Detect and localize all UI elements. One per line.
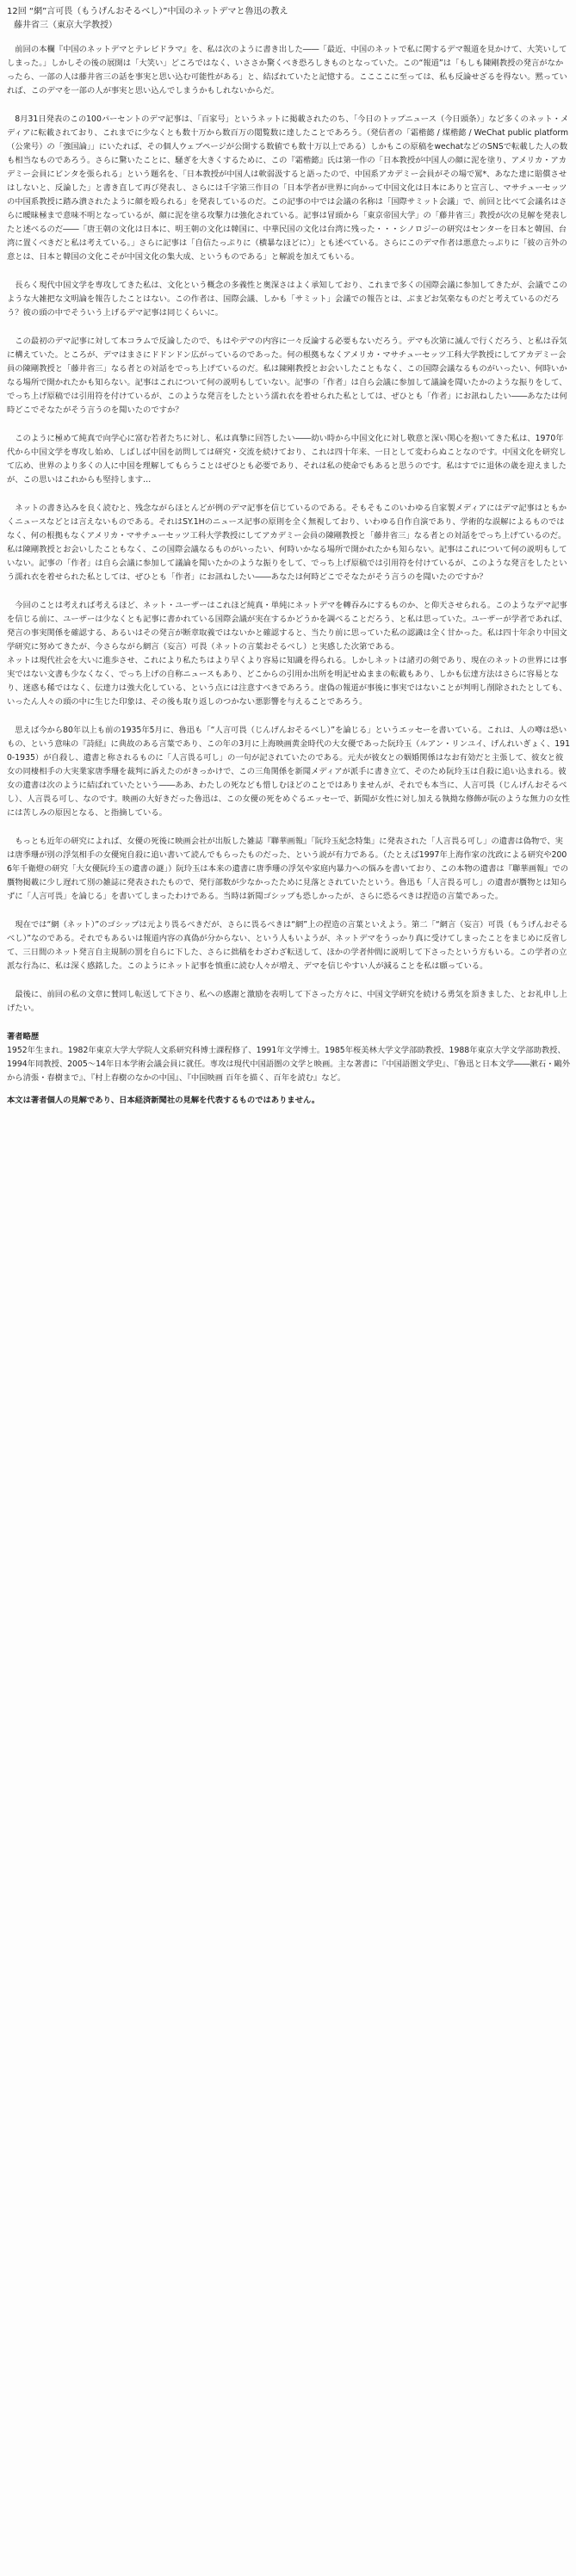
- article-header: [7, 5, 571, 33]
- article-title: “網”言可畏（もうげんおそるべし）”中国のネットデマと魯迅の教え: [28, 7, 288, 16]
- paragraph-5: このように極めて純真で向学心に富む若者たちに対し、私は真摯に回答したい――幼い時から中国文化に対し敬意と深い関心を抱いてきた私は、1970年代から中国文学を専攻し始め、しばしば中国を訪問しては研究・交流を続けており、これは四十年来、一日として変わらぬことなのです。中国文化を研究して広め、世界のより多くの人に中国を理解してもらうことはぜひとも必要であり、それは私の使命でもあると思うのです。私はすでに退休の歳を迎えましたが、この思いはこれからも堅持します…: [7, 434, 567, 485]
- paragraph-7: 今回のことは考えれば考えるほど、ネット・ユーザーはこれほど純真・単純にネットデマを轉吞みにするものか、と仰天させられる。このようなデマ記事を信じる前に、ユーザーは少なくとも記事に書かれている国際会議が実在するかどうかを調べることだろう、と私は思っていた。ユーザーが学者であれば、発言の事実関係を確認する、あるいはその発言が断章取義ではないかと確認すると、当たり前に思っていた私の認識は全く甘かった。私は四十年余り中国文学研究に努めてきたが、今さらながら網言（妄言）可畏（ネットの言葉おそるべし）と実感した次第である。 ネットは現代社会を大いに進歩させ、これにより私たちはより早くより容易に知識を得られる。しかしネットは諸刃の剣であり、現在のネットの世界には事実ではない文書も少なくなく、でっち上げの自称ニュースもあり、どこからの引用か出所を明記せぬままの転載もあり、しかも伝達方法はさらに容易となり、迷惑も稀ではなく、伝達力は強大化している、という点には注意すべきであろう。虚偽の報道が事後に事実ではないことが判明し削除されたとしても、いったん人々の頭の中に生じた印象は、その後も取り返しのつかない悪影響を与えることであろう。: [7, 601, 567, 707]
- paragraph-11: 最後に、前回の私の文章に賛同し転送して下さり、私への感謝と激励を表明して下さった方々に、中国文学研究を続ける勇気を頂きました、とお礼申し上げたい。: [7, 990, 567, 1013]
- disclaimer: 本文は著者個人の見解であり、日本経済新聞社の見解を代表するものではありません。: [7, 1096, 320, 1105]
- article-page: [0, 0, 576, 1108]
- paragraph-1: 前回の本欄『中国のネットデマとテレビドラマ』を、私は次のように書き出した――「最近、中国のネットで私に関するデマ報道を見かけて、大笑いしてしまった。」しかしその後の展開は「大笑い」どころではなく、いささか驚くべき恐ろしきものとなっていた。この“報道”は「もしも陳剛教授の発言がなかったら、一部の人は藤井省三の話を事実と思い込む可能性がある」と、結ばれていたと記憶する。ここここに至っては、私も反論せざるを得ない。黙っていれば、このデマを一部の人が事実と思い込んでしまうかもしれないからだ。: [7, 45, 567, 96]
- paragraph-6: ネットの書き込みを良く読むと、残念ながらほとんどが例のデマ記事を信じているのである。そもそもこのいわゆる自家製メディアにはデマ記事はともかくニュースなどとは言えないものである。それはSY.1Hのニュース記事の原則を全く無視しており、いわゆる自作自演であり、学術的な誤解によるものではなく、何の根拠もなくアメリカ・マサチューセッツ工科大学教授にしてアカデミー会員の陳剛教授と「藤井省三」なる者との対話をでっち上げているのだ。私は陳剛教授とお会いしたこともなく、この国際会議なるものがいったい、何時いかなる場所で開かれたかも知らない。記事はこれについて何の説明もしていない。記事の「作者」は自ら会議に参加して議論を聞いたかのような振りをして、でっち上げ原稿では引用符を付けているが、このような発言をしたという濡れ衣を着せられた私としては、ぜひとも「作者」にお訊ねしたい――あなたは何時どこでそなたがそう言うのを聞いたのですか？: [7, 503, 567, 582]
- paragraph-2: 8月31日発表のこの100パーセントのデマ記事は、「百家号」というネットに掲載されたのち、「今日のトップニュース（今日頭条）」など多くのネット・メディアに転載されており、これまでに少なくとも数十万から数百万の閲覧数に達したことであろう。（発信者の「霜楷懿 / 煤楷懿 / WeChat public platform（公衆号）の「強国論」」にいたれば、その個人ウェブページが公開する数値でも数十万以上である）しかもこの原稿をwechatなどのSNSで転載した人の数も相当なものであろう。さらに驚いたことに、騒ぎを大きくするために、この『霜楷懿』氏は第一作の「日本教授が中国人の顔に泥を塗り、アメリカ・アカデミー会員にビンタを張られる」という題名を、「日本教授が中国人は軟弱汲すると語ったので、中国系アカデミー会員がその場で罵*、あなた達に賠償させはしないと、反論した」と書き直して再び発表し、さらには千字第三作目の「日本学者が世界に向かって中国文化は日本にありと宣言し、マサチューセッツの中国系教授に踏み潰されたように顔を殴られる」を発表しているのだ。この記事の中では会議の名称は「国際サミット会議」で、前回と比べて会議名はさらに曖昧極まで意味不明となっているが、顔に泥を塗る攻撃力は強化されている。記事は冒頭から「東京帝国大学」の「藤井省三」教授が次の見解を発表したと述べるのだ――「唐王朝の文化は日本に、明王朝の文化は韓国に、中華民国の文化は台湾に残った・・・シノロジーの研究はセンターを日本と韓国、台湾に置くべきだと私は考えている。」さらに記事は「自信たっぷりに（横暴なほどに）」とも述べている。さらにこのデマ作者は悪意たっぷりに「彼の言外の意とは、日本と韓国の文化こそが中国文化の集大成、というものである」と解説を加えてもいる。: [7, 114, 569, 262]
- article-title-line: [7, 5, 571, 19]
- paragraph-4: この最初のデマ記事に対して本コラムで反論したので、もはやデマの内容に一々反論する必要もないだろう。デマも次第に滅んで行くだろう、と私は吞気に構えていた。ところが、デマはまさにドドンドン広がっているのであった。何の根拠もなくアメリカ・マサチューセッツ工科大学教授にしてアカデミー会員の陳剛教授と「藤井省三」なる者との対話をでっち上げているのだ。私は陳剛教授とお会いしたこともなく、この国際会議なるものがいったい、何時いかなる場所で開かれたかも知らない。記事はこれについて何の説明もしていない。記事の「作者」は自ら会議に参加して議論を聞いたかのような振りをして、でっち上げ原稿では引用符を付けているが、このような発言をしたという濡れ衣を着せられた私としては、ぜひとも「作者」にお訊ねしたい――あなたは何時どこでそなたがそう言うのを聞いたのですか？: [7, 337, 567, 415]
- article-body: [7, 43, 571, 1016]
- profile-heading: 著者略歴: [7, 1032, 40, 1041]
- author-byline: 藤井省三（東京大学教授）: [14, 21, 117, 30]
- paragraph-10: 現在では“網（ネット）”のゴシップは元より畏るべきだが、さらに畏るべきは“網”上の捏造の言葉といえよう。第二「“網言（妄言）可畏（もうげんおそるべし）”なのである。それでもあるいは報道内容の真偽が分からない、という人もいようが、ネットデマをうっかり真に受けてしまったことをまじめに反省して、三日間のネット発言自主規制の罰を自らに下した、さらに拙稿をわざわざ転送して、ほかの学者仲間に説明して下さったという方もいる。この学者の立派な行為に、私は深く感銘した。このようにネット記事を慎重に読む人々が増え、デマを信じやすい人が減ることを私は願っている。: [7, 920, 568, 971]
- profile-text: 1952年生まれ。1982年東京大学大学院人文系研究科博士課程修了、1991年文学博士。1985年桜美林大学文学部助教授、1988年東京大学文学部助教授、1994年同教授、2005～14年日本学術会議会員に就任。専攻は現代中国語圏の文学と映画。主な著書に『中国語圏文学史』、『魯迅と日本文学――漱石・鷗外から清張・春樹まで』、『村上春樹のなかの中国』、『中国映画 百年を描く、百年を読む』など。: [7, 1046, 571, 1083]
- article-number: 12回: [7, 7, 27, 16]
- author-profile: [7, 1030, 571, 1085]
- paragraph-8: 思えば今から80年以上も前の1935年5月に、魯迅も「“人言可畏（じんげんおそるべし）”を論じる」というエッセーを書いている。これは、人の噂は恐いもの、という意味の『詩経』に典故のある言葉であり、この年の3月に上海映画黄金時代の大女優であった阮玲玉（ルアン・リンユイ、げんれいぎょく、1910-1935）が自殺し、遺書と称されるものに「人言畏る可し」の一句が記されていたのである。元夫が彼女との姻婚関係はなお有効だと主張して、彼女と彼女の同棲相手の大実業家唐季珊を裁判に訴えたのがきっかけで、この三角関係を新聞メディアが派手に書き立て、そのため阮玲玉は自殺に追い込まれる。彼女の遺書は次のように結ばれていたという――ああ、わたしの死なども惜しむほどのことではありませんが、それでも本当に、人言可畏（じんげんおそるべし）、人言畏る可し、なのです。映画の大好きだった魯迅は、この女優の死をめぐるエッセーで、新聞が女性に対し加える執拗な修飾が阮のような無力の女性には苦しみの原因となる、と指摘している。: [7, 726, 570, 818]
- paragraph-9: もっとも近年の研究によれば、女優の死後に映画会社が出版した雑誌『聯華画報』「阮玲玉紀念特集」に発表された「人言畏る可し」の遺書は偽物で、実は唐季珊が別の浮気相手の女優宛自殺に追い書いて読んでもらったものだった、という説が有力である。（たとえば1997年上海作家の沈政による研究や2006年千衛燈の研究「大女優阮玲玉の遺書の謎」）阮玲玉は本来の遺書に唐季珊の浮気や家庭内暴力への悩みを書いており、この本物の遺書は『聯華画報』での贋物掲載に少し遅れて別の雑誌に発表されたもので、発行部数が少なかったために見落とされていたという。魯迅も「人言畏る可し」の遺書が贋物とは知らずに「人言可畏」を論じる」を書いてしまったわけである。当時は新聞ゴシップも恐しかったが、さらに恐るべきは捏造の言葉であった。: [7, 837, 569, 901]
- paragraph-3: 長らく現代中国文学を専攻してきた私は、文化という概念の多義性と奥深さはよく承知しており、これまで多くの国際会議に参加してきたが、会議でこのような大雑把な文明論を報告したことはない。この作者は、国際会議、しかも「サミット」会議での報告とは、ぶまどお気楽なものだと考えているのだろう？彼の頭の中でそういう上げるデマ記事は同じくらいに。: [7, 281, 567, 318]
